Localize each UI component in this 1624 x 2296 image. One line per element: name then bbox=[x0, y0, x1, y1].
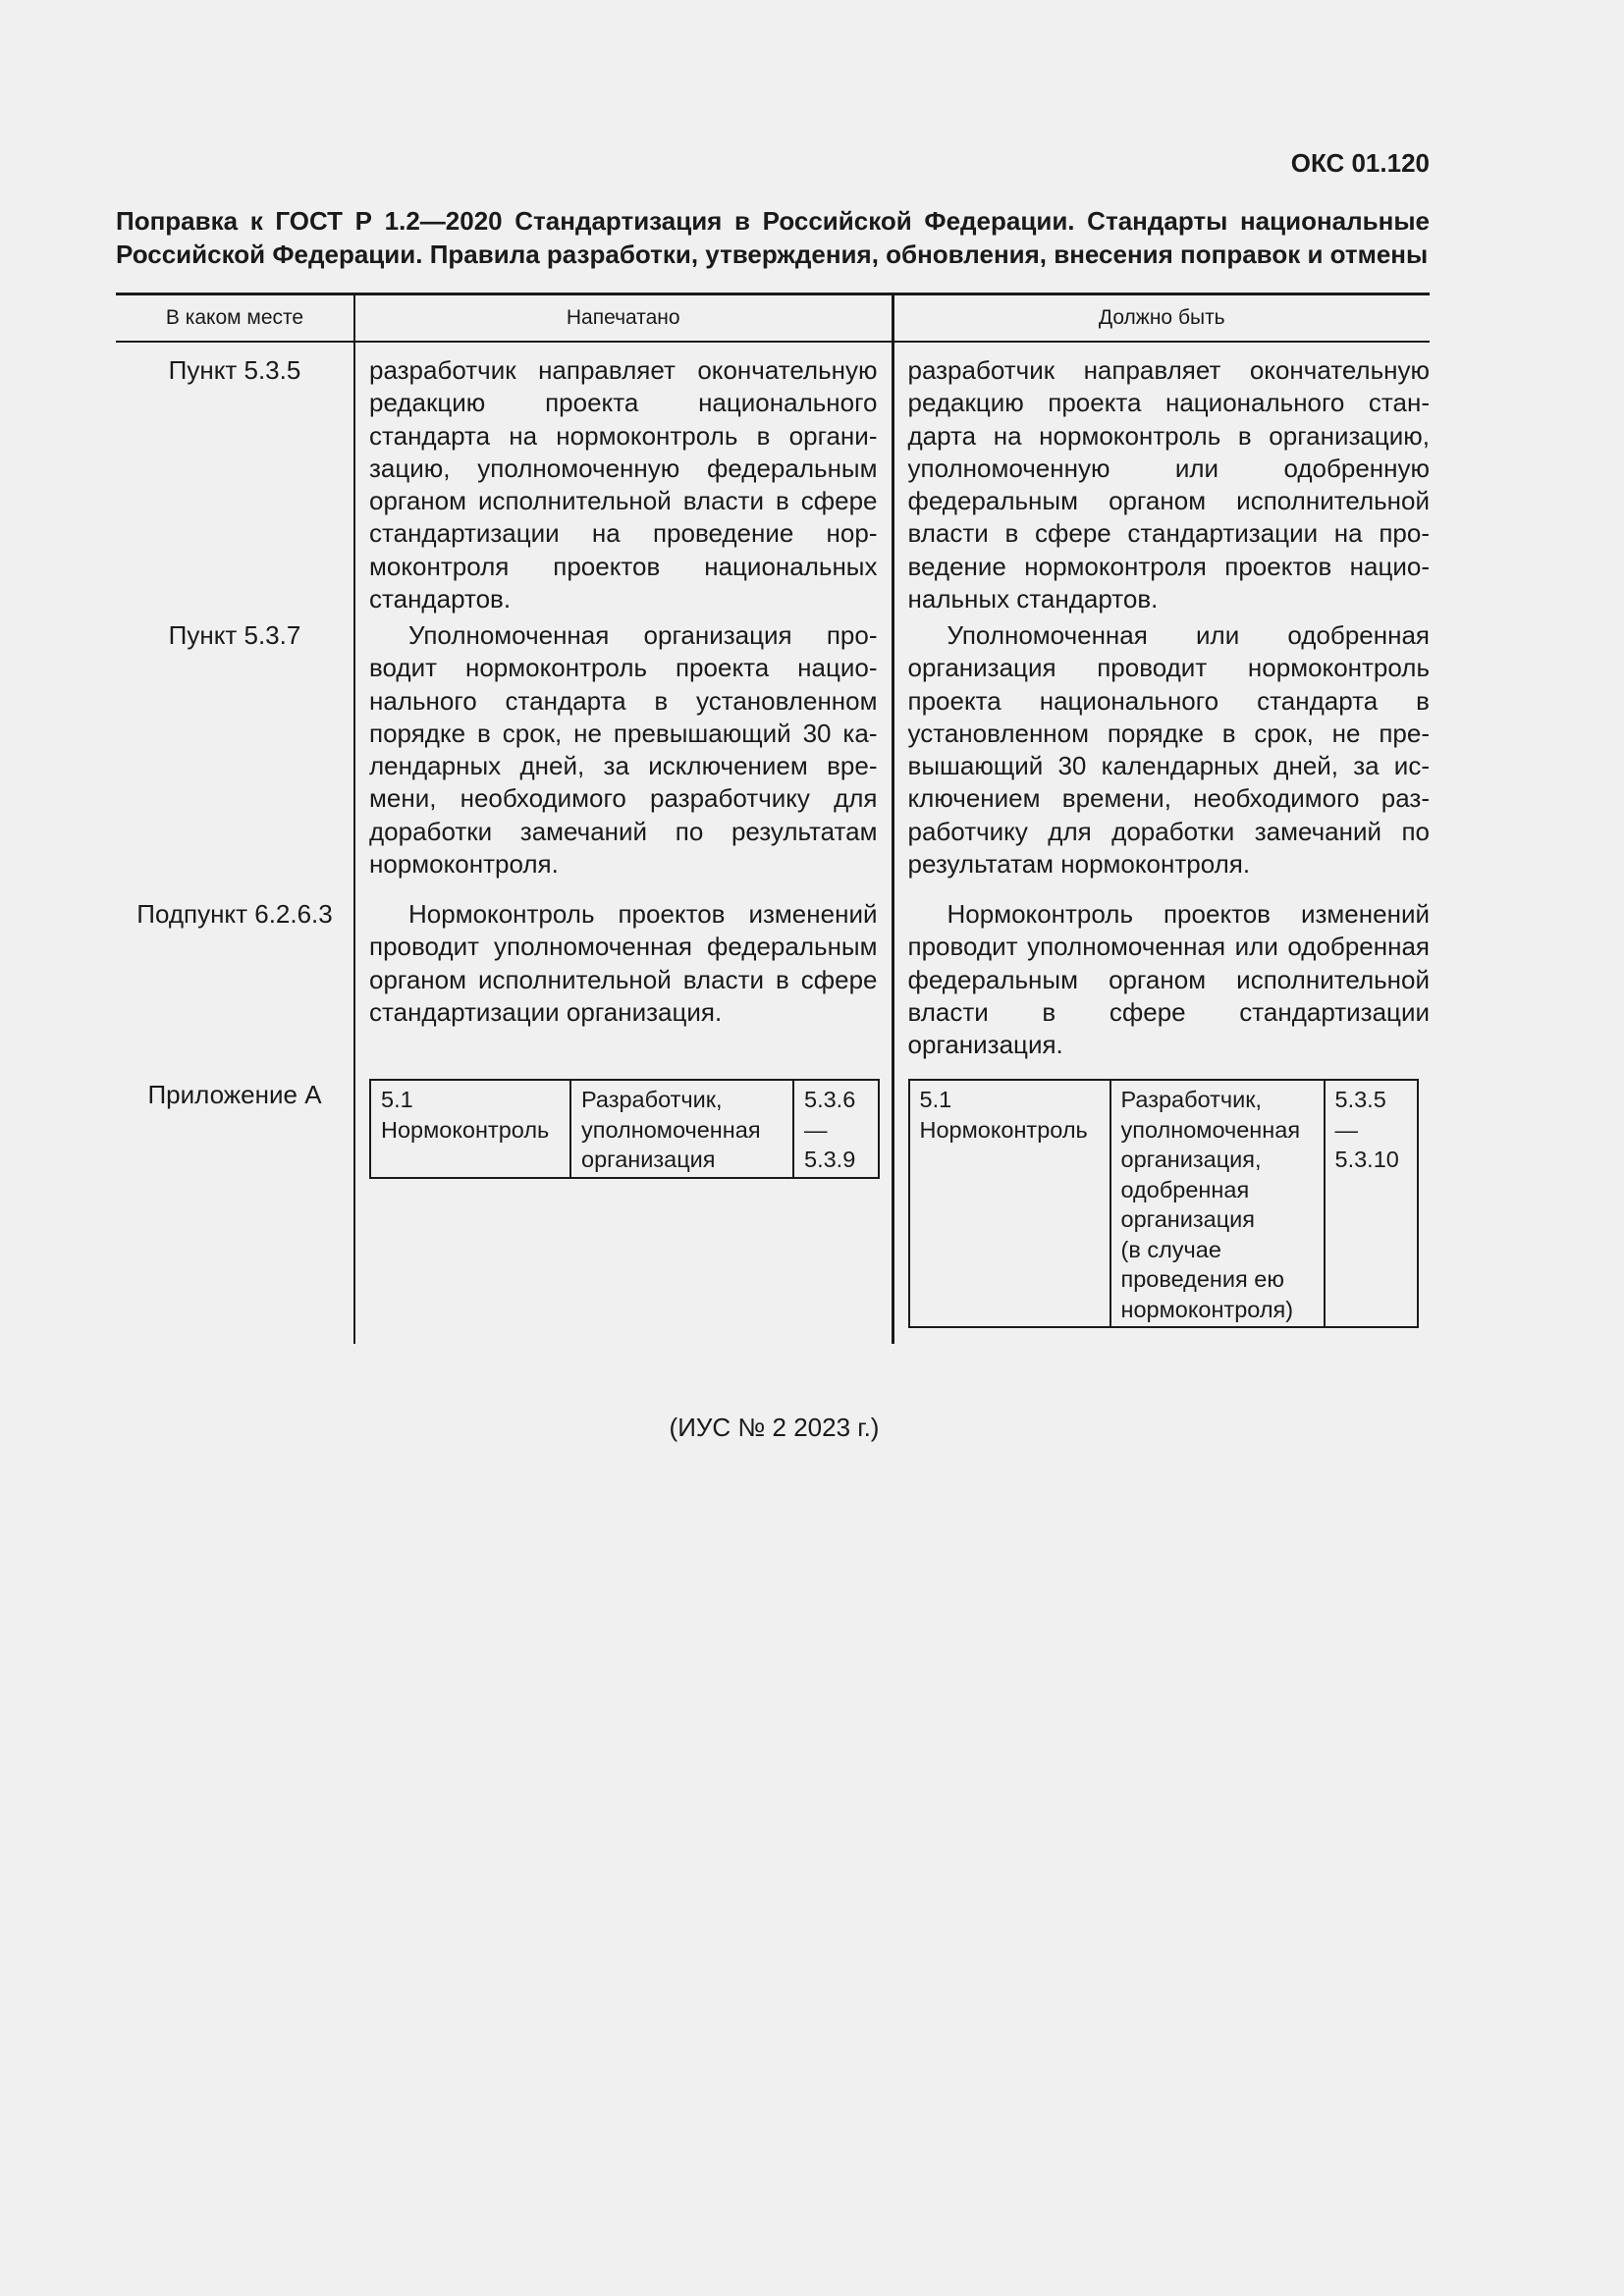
clause-to: 5.3.9 bbox=[804, 1147, 856, 1172]
header-should-be: Должно быть bbox=[893, 294, 1430, 343]
row-place: Пункт 5.3.5 bbox=[168, 355, 301, 385]
printed-text: разработчик направляет окончательную редакцию проекта национального стандарта на нормоконтроль в организацию, уполномоченную федеральным органом исполнительной власти в сфере стандартизации на проведение нормоконтроля проектов национальных стандартов. bbox=[369, 355, 878, 614]
header-place: В каком месте bbox=[116, 294, 354, 343]
inner-cell-responsible bbox=[1110, 1080, 1325, 1327]
inner-row bbox=[909, 1080, 1418, 1327]
row-should-be bbox=[893, 619, 1430, 898]
should-be-inner-table bbox=[908, 1079, 1419, 1328]
row-should-be bbox=[893, 898, 1430, 1079]
row-printed bbox=[354, 898, 893, 1079]
should-be-text: Нормоконтроль проектов изменений проводит уполномоченная или одобренная федеральным органом исполнительной власти в сфере стандартизации организация. bbox=[907, 899, 1430, 1060]
responsible-text: Разработчик, уполномоченная организация, одобренная организация bbox=[1120, 1087, 1301, 1232]
should-be-text: разработчик направляет окончательную редакцию проекта национального стандарта на нормоконтроль в организацию, уполномоченную или одобренную федеральным органом исполнительной власти в сфере стандартизации на проведение нормоконтроля проектов национальных стандартов. bbox=[907, 355, 1430, 614]
document-title: Поправка к ГОСТ Р 1.2—2020 Стандартизация в Российской Федерации. Стандарты национальные Российской Федерации. Правила разработки, утверждения, обновления, внесения поправок и отмены bbox=[116, 206, 1430, 269]
table-row bbox=[116, 1079, 1430, 1344]
row-place: Пункт 5.3.7 bbox=[168, 620, 301, 650]
publication-reference: (ИУС № 2 2023 г.) bbox=[669, 1413, 880, 1442]
oks-code: ОКС 01.120 bbox=[1290, 148, 1430, 178]
printed-text: Уполномоченная организация проводит нормоконтроль проекта национального стандарта в установленном порядке в срок, не превышающий 30 календарных дней, за исключением времени, необходимого разработчику для доработки замечаний по результатам нормоконтроля. bbox=[369, 620, 878, 880]
responsible-note: (в случае проведения ею нормоконтроля) bbox=[1120, 1236, 1294, 1322]
printed-text: Нормоконтроль проектов изменений проводит уполномоченная федеральным органом исполнительной власти в сфере стандартизации организация. bbox=[369, 899, 878, 1027]
row-printed bbox=[354, 619, 893, 898]
inner-cell-clauses bbox=[793, 1080, 879, 1178]
amendment-table bbox=[116, 293, 1430, 1344]
clause-dash: — bbox=[1334, 1116, 1358, 1143]
inner-cell-clauses bbox=[1325, 1080, 1418, 1327]
clause-from: 5.3.6 bbox=[804, 1087, 856, 1112]
document-page bbox=[116, 147, 1430, 1344]
row-printed bbox=[354, 1079, 893, 1344]
header-printed: Напечатано bbox=[354, 294, 893, 343]
clause-from: 5.3.5 bbox=[1334, 1087, 1386, 1112]
inner-cell-responsible: Разработчик, уполномоченная организация bbox=[570, 1080, 793, 1178]
clause-dash: — bbox=[804, 1116, 828, 1143]
printed-inner-table bbox=[369, 1079, 880, 1179]
table-row bbox=[116, 342, 1430, 619]
inner-cell-section: 5.1 Нормоконтроль bbox=[370, 1080, 570, 1178]
table-row bbox=[116, 619, 1430, 898]
inner-row bbox=[370, 1080, 879, 1178]
table-row bbox=[116, 898, 1430, 1079]
clause-to: 5.3.10 bbox=[1334, 1147, 1399, 1172]
row-should-be bbox=[893, 1079, 1430, 1344]
row-place: Приложение А bbox=[147, 1080, 322, 1109]
row-should-be bbox=[893, 342, 1430, 619]
inner-cell-section: 5.1 Нормоконтроль bbox=[909, 1080, 1110, 1327]
row-printed bbox=[354, 342, 893, 619]
row-place: Подпункт 6.2.6.3 bbox=[136, 899, 333, 929]
table-header-row bbox=[116, 294, 1430, 343]
should-be-text: Уполномоченная или одобренная организация проводит нормоконтроль проекта национального стандарта в установленном порядке в срок, не превышающий 30 календарных дней, за исключением времени, необходимого разработчику для доработки замечаний по результатам нормоконтроля. bbox=[907, 620, 1430, 880]
